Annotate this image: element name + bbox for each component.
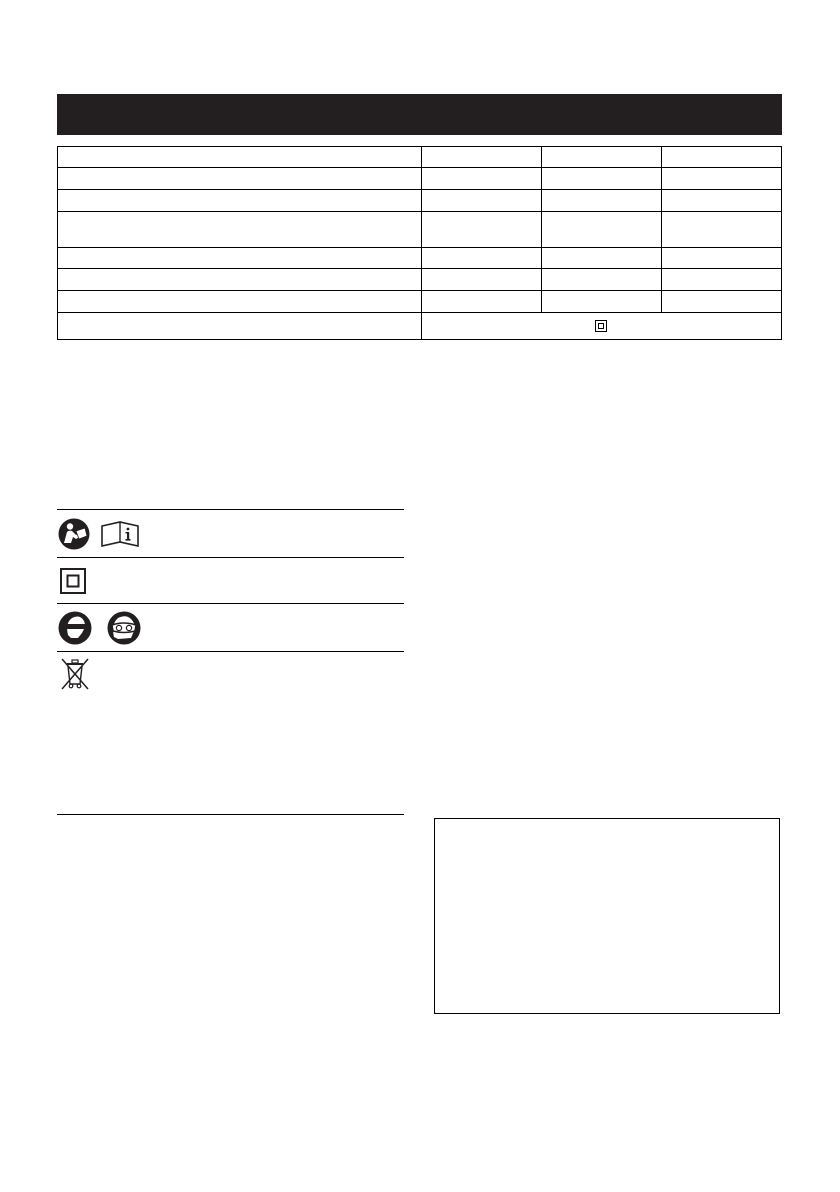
- table-row: [58, 212, 782, 248]
- table-row: [58, 147, 782, 168]
- table-cell: [421, 147, 541, 168]
- table-cell: [58, 313, 422, 340]
- crossed-bin-icon: [59, 657, 91, 691]
- table-cell: [421, 168, 541, 190]
- section-header-bar: [57, 94, 782, 135]
- double-insulation-icon: [59, 567, 87, 595]
- table-cell: [58, 168, 422, 190]
- table-cell: [661, 190, 781, 212]
- info-box: [434, 818, 780, 1014]
- table-cell: [541, 168, 661, 190]
- table-row: [58, 313, 782, 340]
- info-book-icon: [102, 522, 138, 546]
- table-cell: [58, 147, 422, 168]
- table-cell: [421, 269, 541, 291]
- double-insulation-icon: [595, 320, 607, 332]
- table-cell: [58, 248, 422, 269]
- table-cell: [541, 190, 661, 212]
- table-cell: [421, 212, 541, 248]
- table-row: [58, 291, 782, 313]
- table-cell: [661, 269, 781, 291]
- read-manual-icon: [58, 518, 144, 550]
- table-cell: [421, 313, 782, 340]
- symbol-row-weee: [57, 651, 404, 815]
- table-cell: [541, 291, 661, 313]
- table-cell: [661, 212, 781, 248]
- table-cell: [58, 269, 422, 291]
- specifications-table: [57, 146, 782, 340]
- table-cell: [661, 248, 781, 269]
- table-cell: [661, 147, 781, 168]
- symbol-row-eye-protection: [57, 603, 404, 651]
- table-cell: [58, 212, 422, 248]
- table-cell: [541, 269, 661, 291]
- goggles-icon: [108, 612, 141, 645]
- table-cell: [58, 291, 422, 313]
- table-cell: [421, 248, 541, 269]
- symbol-row-read-manual: [57, 509, 404, 557]
- table-row: [58, 168, 782, 190]
- table-cell: [541, 212, 661, 248]
- table-cell: [421, 291, 541, 313]
- table-cell: [58, 190, 422, 212]
- table-row: [58, 190, 782, 212]
- table-cell: [661, 168, 781, 190]
- table-cell: [661, 291, 781, 313]
- symbols-list: [57, 509, 404, 815]
- table-row: [58, 248, 782, 269]
- table-cell: [541, 248, 661, 269]
- table-cell: [541, 147, 661, 168]
- table-cell: [421, 190, 541, 212]
- eye-protection-icon: [58, 611, 144, 645]
- symbol-row-double-insulation: [57, 557, 404, 603]
- table-row: [58, 269, 782, 291]
